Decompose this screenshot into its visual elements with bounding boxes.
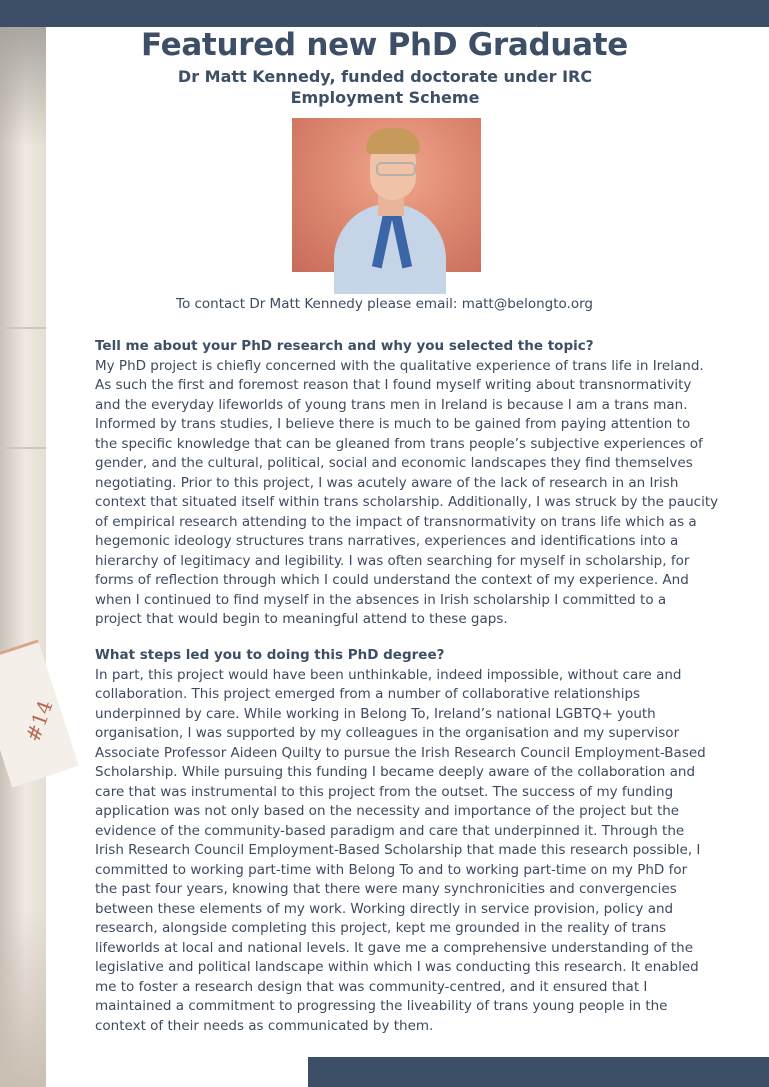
body-line: me to foster a research design that was community-centred, and it ensured that I	[95, 978, 648, 995]
graduate-portrait	[292, 118, 481, 272]
subtitle-line: Employment Scheme	[290, 88, 480, 107]
body-line: evidence of the community-based paradigm and care that underpinned it. Through the	[95, 822, 685, 839]
magazine-number: #14	[20, 697, 58, 745]
body-line: between these elements of my work. Working directly in service provision, policy and	[95, 900, 674, 917]
body-line: My PhD project is chiefly concerned with the qualitative experience of trans life in Ireland.	[95, 357, 704, 374]
body-line: Informed by trans studies, I believe there is much to be gained from paying attention to	[95, 416, 691, 432]
body-line: organisation, I was supported by my colleagues in the organisation and my supervisor	[95, 725, 680, 741]
body-line: when I continued to find myself in the absences in Irish scholarship I committed to a	[95, 591, 667, 608]
body-line: negotiating. Prior to this project, I was acutely aware of the lack of research in an Irish	[95, 474, 679, 491]
body-line: maintained a commitment to progressing the liveability of trans young people in the	[95, 998, 668, 1014]
body-line: underpinned by care. While working in Belong To, Ireland’s national LGBTQ+ youth	[95, 705, 656, 722]
body-line: committed to working part-time with Belong To and to working part-time on my PhD for	[95, 861, 688, 878]
section-body	[95, 357, 745, 630]
body-line: of empirical research attending to the impact of transnormativity on trans life which as a	[95, 513, 697, 530]
body-line: context of their needs as communicated by them.	[95, 1017, 434, 1034]
body-line: and the everyday lifeworlds of young trans men in Ireland is because I am a trans man.	[95, 396, 688, 413]
section-heading: Tell me about your PhD research and why you selected the topic?	[95, 338, 594, 354]
page-title: Featured new PhD Graduate	[140, 27, 629, 63]
section-body	[95, 666, 745, 1037]
photo-shadow-top	[0, 27, 46, 147]
photo-page-edge	[0, 447, 46, 449]
page-subtitle	[150, 66, 620, 108]
body-line: the past four years, knowing that there were many synchronicities and convergencies	[95, 881, 677, 897]
body-line: forms of reflection through which I could understand the context of my experience. And	[95, 572, 689, 588]
photo-shadow-bottom	[0, 907, 46, 1087]
body-line: hierarchy of legitimacy and legibility. I was often searching for myself in scholarship, for	[95, 552, 690, 569]
photo-page-edge	[0, 327, 46, 329]
top-banner-bar	[0, 0, 769, 27]
body-line: project that would begin to meaningful attend to these gaps.	[95, 611, 508, 627]
body-line: lifeworlds at local and national levels. It gave me a comprehensive understanding of the	[95, 939, 694, 956]
contact-line: To contact Dr Matt Kennedy please email: matt@belongto.org	[176, 296, 593, 312]
body-line: As such the first and foremost reason that I found myself writing about transnormativity	[95, 377, 692, 393]
section-steps-to-phd	[95, 646, 745, 1036]
side-decorative-photo	[0, 27, 58, 1087]
body-line: research, alongside completing this project, kept me grounded in the reality of trans	[95, 920, 667, 936]
body-line: legislative and political landscape within which I was conducting this research. It enabled	[95, 959, 699, 975]
body-line: collaboration. This project emerged from a number of collaborative relationships	[95, 686, 641, 702]
section-research-topic	[95, 337, 745, 630]
body-line: application was not only based on the necessity and importance of the project but the	[95, 803, 680, 819]
subtitle-line: Dr Matt Kennedy, funded doctorate under IRC	[177, 67, 593, 86]
body-line: In part, this project would have been unthinkable, indeed impossible, without care and	[95, 666, 682, 683]
body-line: context that situated itself within trans scholarship. Additionally, I was struck by the paucity	[95, 494, 719, 510]
section-heading: What steps led you to doing this PhD degree?	[95, 647, 445, 663]
body-line: gender, and the cultural, political, social and economic landscapes they find themselves	[95, 455, 693, 471]
body-line: hegemonic ideology structures trans narratives, experiences and identifications into a	[95, 533, 679, 549]
body-line: Irish Research Council Employment-Based Scholarship that made this research possible, I	[95, 842, 701, 858]
portrait-glasses	[376, 162, 416, 176]
portrait-hair	[366, 128, 420, 154]
body-line: Associate Professor Aideen Quilty to pursue the Irish Research Council Employment-Based	[95, 744, 706, 761]
bottom-banner-bar	[308, 1057, 769, 1087]
body-line: the specific knowledge that can be gleaned from trans people’s subjective experiences of	[95, 435, 703, 452]
body-line: care that was instrumental to this project from the outset. The success of my funding	[95, 783, 674, 800]
body-line: Scholarship. While pursuing this funding I became deeply aware of the collaboration and	[95, 764, 696, 780]
